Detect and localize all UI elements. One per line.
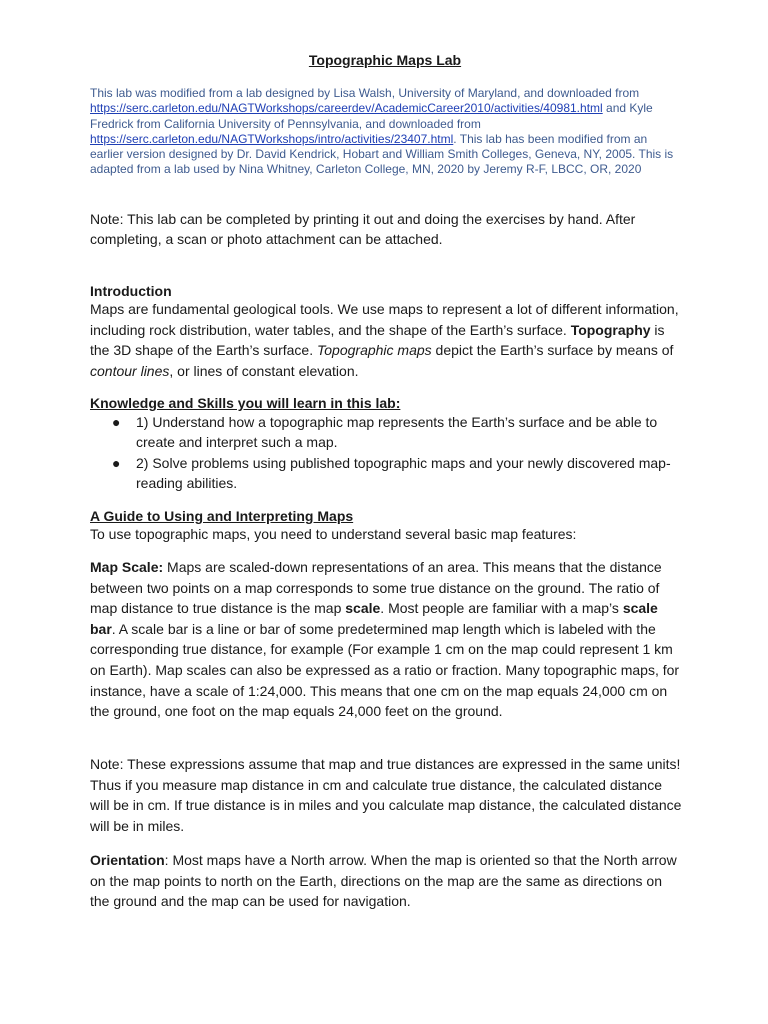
skills-item-text: 1) Understand how a topographic map represents the Earth’s surface and be able to create and interpret such a map. xyxy=(136,414,658,450)
introduction-paragraph xyxy=(90,299,682,381)
credits-text-1: This lab was modified from a lab designed by Lisa Walsh, University of Maryland, and downloaded from xyxy=(90,86,640,100)
printing-note: Note: This lab can be completed by printing it out and doing the exercises by hand. After completing, a scan or photo attachment can be attached. xyxy=(90,211,636,247)
intro-term-topography: Topography xyxy=(570,321,651,338)
intro-term-contour-lines: contour lines xyxy=(90,362,170,379)
document-title: Topographic Maps Lab xyxy=(308,52,462,68)
skills-list xyxy=(112,412,682,494)
intro-text-4: , or lines of constant elevation. xyxy=(169,362,359,379)
intro-text-1: Maps are fundamental geological tools. We use maps to represent a lot of different information, including rock distribution, water tables, and the shape of the Earth’s surface. xyxy=(90,301,679,338)
bullet-icon: ● xyxy=(112,455,121,471)
skills-list-item xyxy=(112,453,682,493)
guide-heading: A Guide to Using and Interpreting Maps xyxy=(90,508,354,524)
credits-link-2[interactable]: https://serc.carleton.edu/NAGTWorkshops/intro/activities/23407.html xyxy=(90,131,454,146)
skills-heading: Knowledge and Skills you will learn in this lab: xyxy=(90,395,401,411)
map-scale-term-scale: scale xyxy=(345,600,381,617)
skills-list-item xyxy=(112,412,682,452)
map-scale-text-3: . A scale bar is a line or bar of some predetermined map length which is labeled with the corresponding true distance, for example (For example 1 cm on the map could represent 1 km on Earth). Map scales can also be expressed as a ratio or fraction. Many topographic maps, for instance, have a scale of 1:24,000. This means that one cm on the map equals 24,000 cm on the ground, one foot on the map equals 24,000 feet on the ground. xyxy=(90,620,680,720)
credits-link-1[interactable]: https://serc.carleton.edu/NAGTWorkshops/careerdev/AcademicCareer2010/activities/40981.html xyxy=(90,101,603,116)
intro-term-topographic-maps: Topographic maps xyxy=(317,342,432,358)
map-scale-paragraph xyxy=(90,557,684,722)
map-scale-text-2: . Most people are familiar with a map’s xyxy=(380,600,623,617)
intro-text-3: depict the Earth’s surface by means of xyxy=(431,342,674,358)
orientation-paragraph xyxy=(90,850,682,912)
bullet-icon: ● xyxy=(112,414,121,430)
credits-paragraph xyxy=(90,86,682,178)
skills-item-text: 2) Solve problems using published topographic maps and your newly discovered map-reading abilities. xyxy=(136,455,671,491)
intro-text-2: is the 3D shape of the Earth’s surface. xyxy=(90,321,665,358)
map-scale-term-scale-bar: scale bar xyxy=(90,600,658,637)
guide-paragraph: To use topographic maps, you need to understand several basic map features: xyxy=(90,526,577,542)
map-scale-text-1: Maps are scaled-down representations of an area. This means that the distance between two points on a map corresponds to some true distance on the ground. The ratio of map distance to true distance is the map xyxy=(90,559,662,617)
credits-text-2: and Kyle Fredrick from California University of Pennsylvania, and downloaded from xyxy=(90,101,653,131)
units-note-paragraph: Note: These expressions assume that map and true distances are expressed in the same units! Thus if you measure map distance in cm and calculate true distance, the calculated distance will be in cm. If true distance is in miles and you calculate map distance, the calculated distance will be in miles. xyxy=(90,756,682,834)
orientation-text: : Most maps have a North arrow. When the map is oriented so that the North arrow on the map points to north on the Earth, directions on the map are the same as directions on the ground and the map can be used for navigation. xyxy=(90,852,677,910)
map-scale-label: Map Scale: xyxy=(90,559,164,575)
orientation-label: Orientation xyxy=(90,852,165,868)
introduction-heading: Introduction xyxy=(90,283,172,299)
credits-text-3: . This lab has been modified from an earlier version designed by Dr. David Kendrick, Hobart and William Smith Colleges, Geneva, NY, 2005. This is adapted from a lab used by Nina Whitney, Carleton College, MN, 2020 by Jeremy R-F, LBCC, OR, 2020 xyxy=(90,131,674,177)
